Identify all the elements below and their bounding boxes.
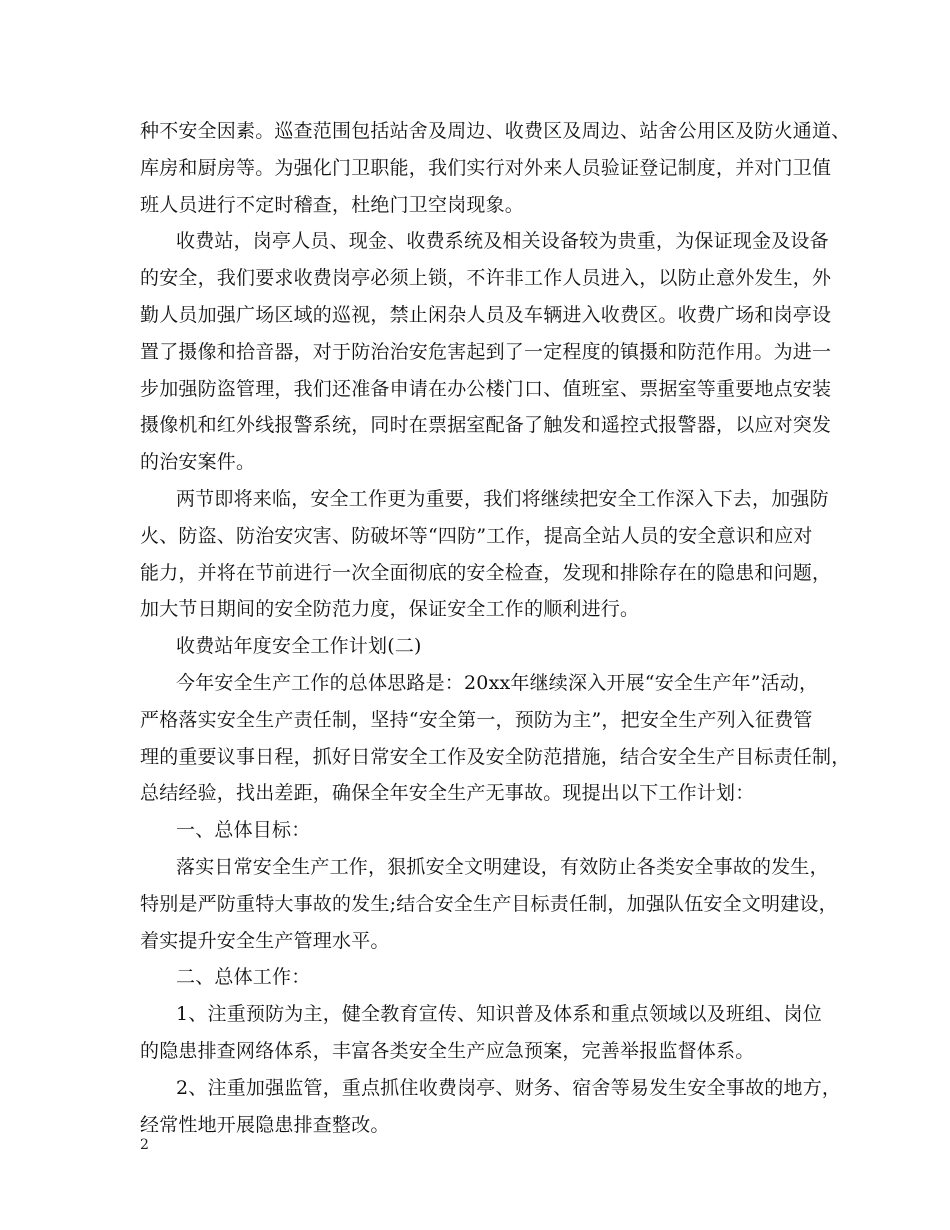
body-line: 摄像机和红外线报警系统，同时在票据室配备了触发和遥控式报警器，以应对突发 <box>140 414 832 437</box>
body-line: 步加强防盗管理，我们还准备申请在办公楼门口、值班室、票据室等重要地点安装 <box>140 377 832 400</box>
body-line: 着实提升安全生产管理水平。 <box>140 929 390 952</box>
document-body <box>140 113 851 1143</box>
heading-line: 二、总体工作： <box>176 966 311 989</box>
paragraph-start-line: 两节即将来临，安全工作更为重要，我们将继续把安全工作深入下去，加强防 <box>176 487 829 510</box>
body-line: 库房和厨房等。为强化门卫职能，我们实行对外来人员验证登记制度，并对门卫值 <box>140 156 832 179</box>
body-line: 加大节日期间的安全防范力度，保证安全工作的顺利进行。 <box>140 598 640 621</box>
body-line: 总结经验，找出差距，确保全年安全生产无事故。现提出以下工作计划： <box>140 782 755 805</box>
body-line: 火、防盗、防治安灾害、防破坏等“四防”工作，提高全站人员的安全意识和应对 <box>140 524 813 547</box>
body-line: 理的重要议事日程，抓好日常安全工作及安全防范措施，结合安全生产目标责任制， <box>140 745 851 768</box>
body-line: 严格落实安全生产责任制，坚持“安全第一，预防为主”，把安全生产列入征费管 <box>140 708 813 731</box>
body-line: 的隐患排查网络体系，丰富各类安全生产应急预案，完善举报监督体系。 <box>140 1039 755 1062</box>
page-number: 2 <box>140 1137 149 1153</box>
body-line: 置了摄像和拾音器，对于防治治安危害起到了一定程度的镇摄和防范作用。为进一 <box>140 340 832 363</box>
body-line: 能力，并将在节前进行一次全面彻底的安全检查，发现和排除存在的隐患和问题， <box>140 561 832 584</box>
body-line: 的治安案件。 <box>140 451 256 474</box>
heading-line: 一、总体目标： <box>176 819 311 842</box>
body-line: 种不安全因素。巡查范围包括站舍及周边、收费区及周边、站舍公用区及防火通道、 <box>140 120 851 142</box>
body-line: 经常性地开展隐患排查整改。 <box>140 1113 390 1136</box>
body-line: 的安全，我们要求收费岗亭必须上锁，不许非工作人员进入，以防止意外发生，外 <box>140 267 832 290</box>
paragraph-start-line: 今年安全生产工作的总体思路是：20xx年继续深入开展“安全生产年”活动， <box>176 671 819 694</box>
body-line: 特别是严防重特大事故的发生;结合安全生产目标责任制，加强队伍安全文明建设， <box>140 892 838 915</box>
paragraph-start-line: 落实日常安全生产工作，狠抓安全文明建设，有效防止各类安全事故的发生， <box>176 855 829 878</box>
paragraph-start-line: 2、注重加强监管，重点抓住收费岗亭、财务、宿舍等易发生安全事故的地方， <box>176 1076 842 1099</box>
section-title-line: 收费站年度安全工作计划(二) <box>176 635 422 658</box>
paragraph-start-line: 1、注重预防为主，健全教育宣传、知识普及体系和重点领域以及班组、岗位 <box>176 1003 822 1026</box>
body-line: 班人员进行不定时稽查，杜绝门卫空岗现象。 <box>140 193 525 216</box>
body-line: 勤人员加强广场区域的巡视，禁止闲杂人员及车辆进入收费区。收费广场和岗亭设 <box>140 303 832 326</box>
paragraph-start-line: 收费站，岗亭人员、现金、收费系统及相关设备较为贵重，为保证现金及设备 <box>176 230 829 253</box>
